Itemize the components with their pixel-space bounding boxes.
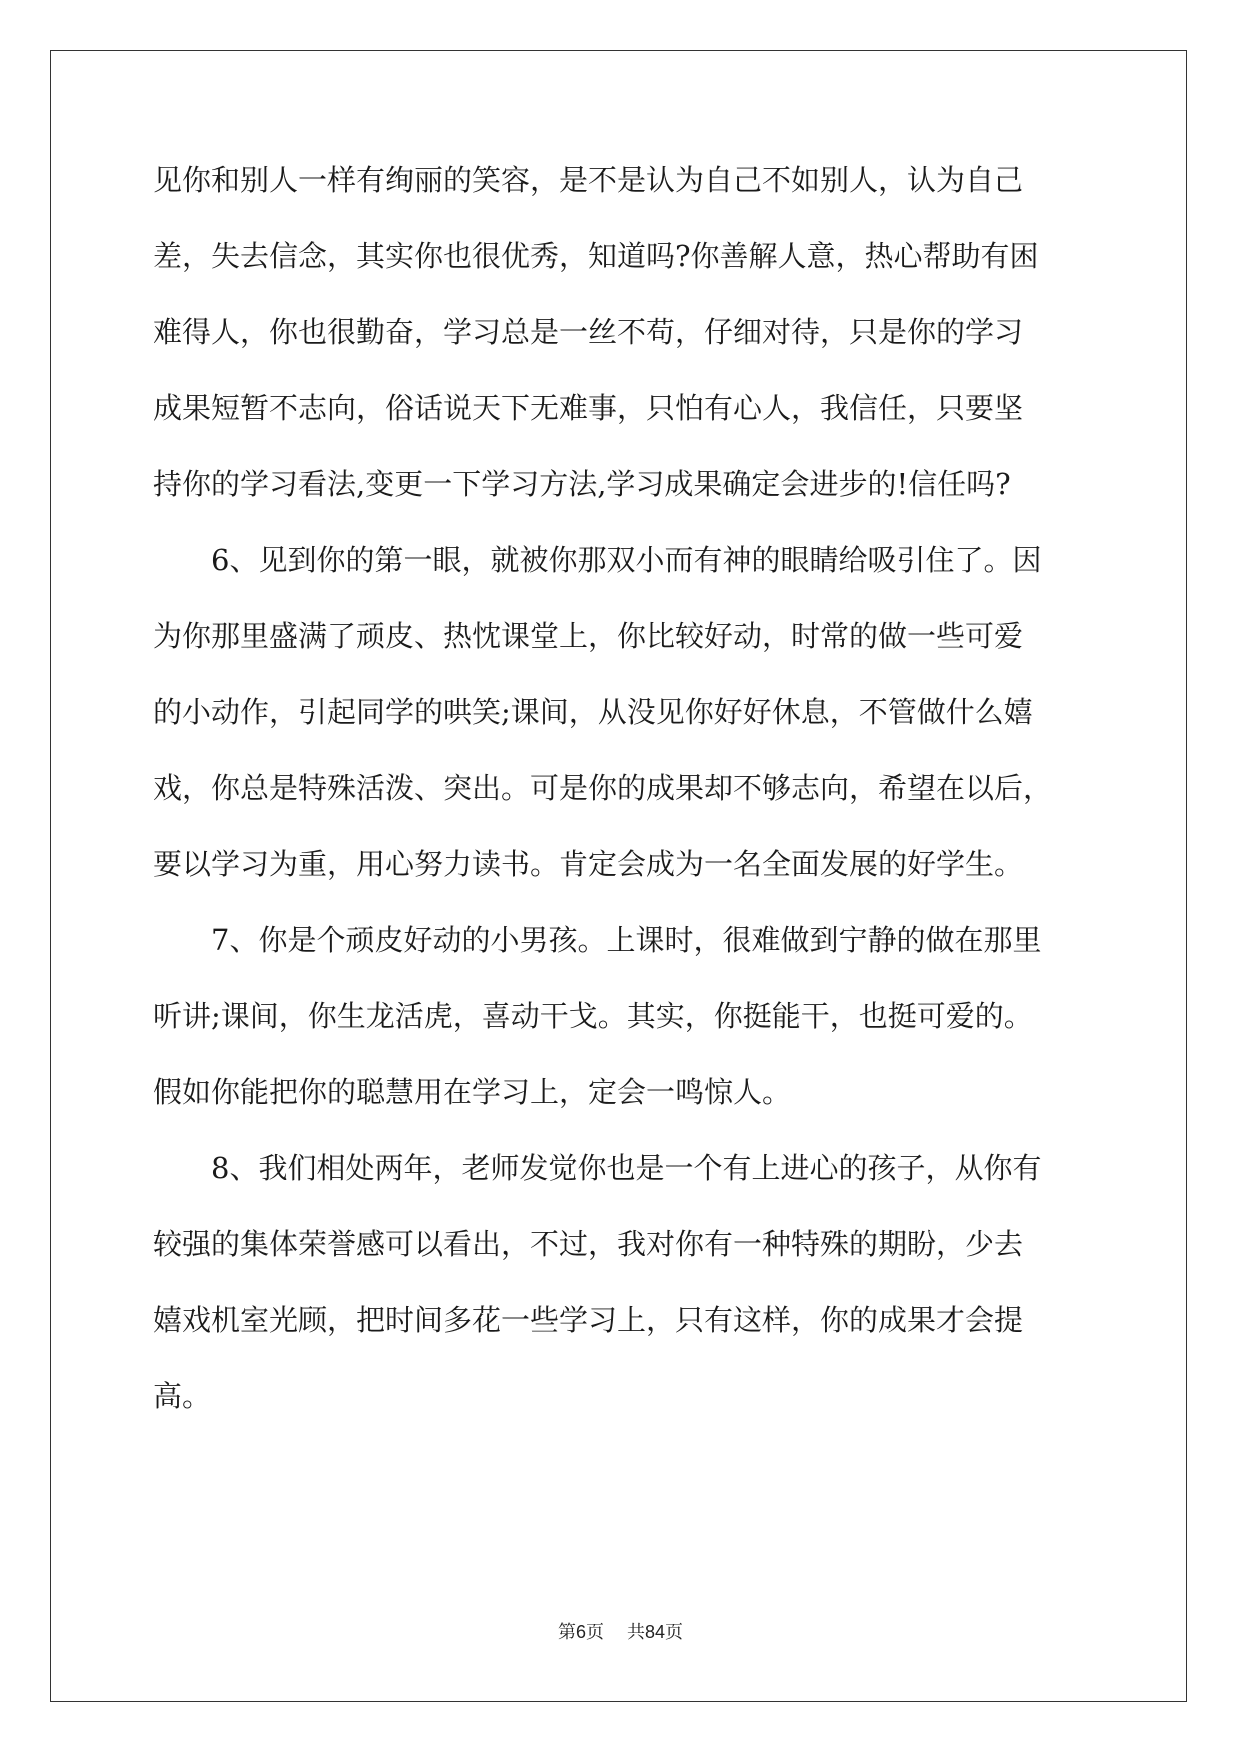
total-prefix: 共 — [626, 1622, 645, 1643]
text-line: 听讲;课间，你生龙活虎，喜动干戈。其实，你挺能干，也挺可爱的。 — [153, 999, 1033, 1033]
text-line: 持你的学习看法,变更一下学习方法,学习成果确定会进步的!信任吗? — [153, 467, 1011, 501]
total-pages: 84 — [644, 1622, 665, 1642]
page-number: 6 — [576, 1622, 587, 1642]
page-suffix: 页 — [586, 1622, 605, 1643]
text-line: 的小动作，引起同学的哄笑;课间，从没见你好好休息，不管做什么嬉 — [153, 695, 1033, 729]
paragraph-8-start: 8、我们相处两年，老师发觉你也是一个有上进心的孩子，从你有 — [211, 1151, 1042, 1185]
text-line: 差，失去信念，其实你也很优秀，知道吗?你善解人意，热心帮助有困 — [153, 239, 1039, 273]
text-line: 为你那里盛满了顽皮、热忱课堂上，你比较好动，时常的做一些可爱 — [153, 619, 1024, 653]
text-line: 戏，你总是特殊活泼、突出。可是你的成果却不够志向，希望在以后， — [153, 771, 1053, 805]
paragraph-7-start: 7、你是个顽皮好动的小男孩。上课时，很难做到宁静的做在那里 — [211, 923, 1042, 957]
page-prefix: 第 — [558, 1622, 577, 1643]
text-line: 难得人，你也很勤奋，学习总是一丝不苟，仔细对待，只是你的学习 — [153, 315, 1024, 349]
text-line: 较强的集体荣誉感可以看出，不过，我对你有一种特殊的期盼，少去 — [153, 1227, 1024, 1261]
text-line: 高。 — [153, 1379, 212, 1413]
text-line: 要以学习为重，用心努力读书。肯定会成为一名全面发展的好学生。 — [153, 847, 1024, 881]
total-suffix: 页 — [664, 1622, 683, 1643]
text-line: 见你和别人一样有绚丽的笑容，是不是认为自己不如别人，认为自己 — [153, 163, 1024, 197]
paragraph-6-start: 6、见到你的第一眼，就被你那双小而有神的眼睛给吸引住了。因 — [211, 543, 1042, 577]
text-line: 嬉戏机室光顾，把时间多花一些学习上，只有这样，你的成果才会提 — [153, 1303, 1024, 1337]
text-line: 成果短暂不志向，俗话说天下无难事，只怕有心人，我信任，只要坚 — [153, 391, 1024, 425]
document-body — [153, 160, 1093, 1452]
page-footer — [0, 1618, 1241, 1644]
text-line: 假如你能把你的聪慧用在学习上，定会一鸣惊人。 — [153, 1075, 792, 1109]
